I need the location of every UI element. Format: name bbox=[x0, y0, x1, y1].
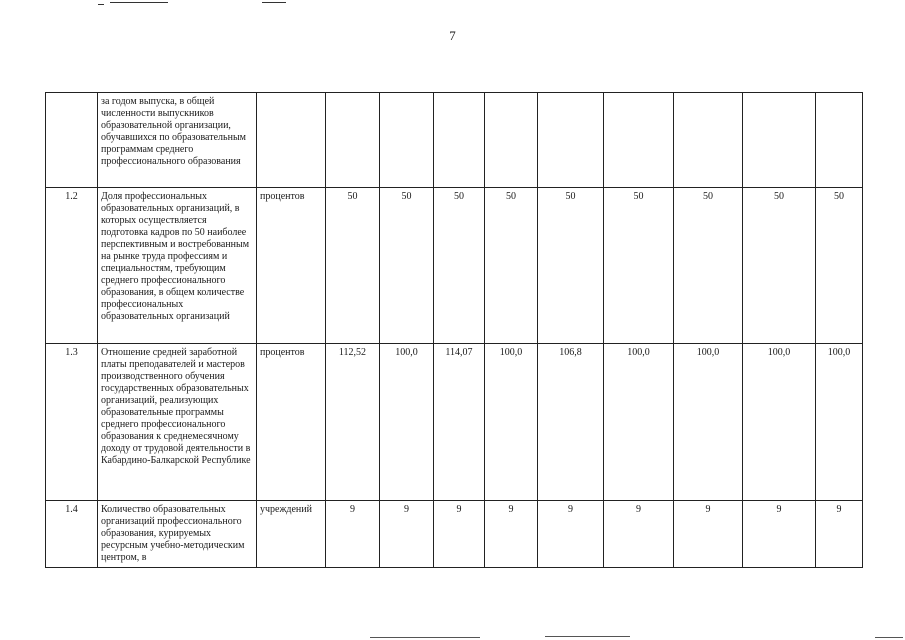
value-cell: 9 bbox=[485, 501, 538, 568]
value-cell: 50 bbox=[434, 188, 485, 344]
value-cell bbox=[485, 93, 538, 188]
value-cell: 50 bbox=[743, 188, 816, 344]
scan-mark bbox=[545, 636, 630, 637]
value-cell bbox=[816, 93, 863, 188]
row-number-cell: 1.4 bbox=[46, 501, 98, 568]
value-cell: 112,52 bbox=[326, 344, 380, 501]
unit-cell bbox=[257, 93, 326, 188]
value-cell bbox=[604, 93, 674, 188]
page-number: 7 bbox=[449, 28, 456, 43]
value-cell bbox=[326, 93, 380, 188]
row-number-cell: 1.3 bbox=[46, 344, 98, 501]
table-row bbox=[46, 344, 863, 501]
value-cell: 9 bbox=[604, 501, 674, 568]
value-cell: 114,07 bbox=[434, 344, 485, 501]
indicator-description-cell: Отношение средней заработной платы преподавателей и мастеров производственного обучения государственных образовательных организаций, реализующих образовательные программы среднего профессионального образования к среднемесячному доходу от трудовой деятельности в Кабардино-Балкарской Республике bbox=[98, 344, 257, 501]
value-cell: 9 bbox=[816, 501, 863, 568]
value-cell: 100,0 bbox=[816, 344, 863, 501]
indicator-description-cell: за годом выпуска, в общей численности выпускников образовательной организации, обучавшихся по образовательным программам среднего профессионального образования bbox=[98, 93, 257, 188]
value-cell: 9 bbox=[380, 501, 434, 568]
value-cell: 100,0 bbox=[604, 344, 674, 501]
value-cell: 50 bbox=[326, 188, 380, 344]
value-cell: 50 bbox=[674, 188, 743, 344]
scan-mark bbox=[875, 637, 903, 638]
value-cell: 100,0 bbox=[485, 344, 538, 501]
scan-mark bbox=[370, 637, 480, 638]
value-cell: 50 bbox=[604, 188, 674, 344]
value-cell: 9 bbox=[743, 501, 816, 568]
row-number-cell: 1.2 bbox=[46, 188, 98, 344]
value-cell: 100,0 bbox=[743, 344, 816, 501]
value-cell: 100,0 bbox=[674, 344, 743, 501]
table-row bbox=[46, 188, 863, 344]
indicator-description-cell: Количество образовательных организаций профессионального образования, курируемых ресурсным учебно-методическим центром, в bbox=[98, 501, 257, 568]
indicator-description-cell: Доля профессиональных образовательных организаций, в которых осуществляется подготовка кадров по 50 наиболее перспективным и востребованным на рынке труда профессиям и специальностям, требующим среднего профессионального образования, в общем количестве профессиональных образовательных организаций bbox=[98, 188, 257, 344]
value-cell: 100,0 bbox=[380, 344, 434, 501]
scan-mark bbox=[110, 2, 168, 3]
value-cell bbox=[434, 93, 485, 188]
value-cell: 50 bbox=[380, 188, 434, 344]
value-cell: 50 bbox=[538, 188, 604, 344]
unit-cell: процентов bbox=[257, 344, 326, 501]
value-cell bbox=[743, 93, 816, 188]
unit-cell: учреждений bbox=[257, 501, 326, 568]
value-cell bbox=[380, 93, 434, 188]
unit-cell: процентов bbox=[257, 188, 326, 344]
value-cell: 9 bbox=[538, 501, 604, 568]
scan-mark bbox=[98, 4, 104, 5]
value-cell: 50 bbox=[816, 188, 863, 344]
value-cell: 9 bbox=[326, 501, 380, 568]
value-cell: 9 bbox=[434, 501, 485, 568]
scan-mark bbox=[262, 2, 286, 3]
value-cell bbox=[674, 93, 743, 188]
table-row bbox=[46, 93, 863, 188]
value-cell: 9 bbox=[674, 501, 743, 568]
value-cell: 50 bbox=[485, 188, 538, 344]
value-cell bbox=[538, 93, 604, 188]
row-number-cell bbox=[46, 93, 98, 188]
value-cell: 106,8 bbox=[538, 344, 604, 501]
table-row bbox=[46, 501, 863, 568]
indicator-table bbox=[45, 92, 863, 568]
